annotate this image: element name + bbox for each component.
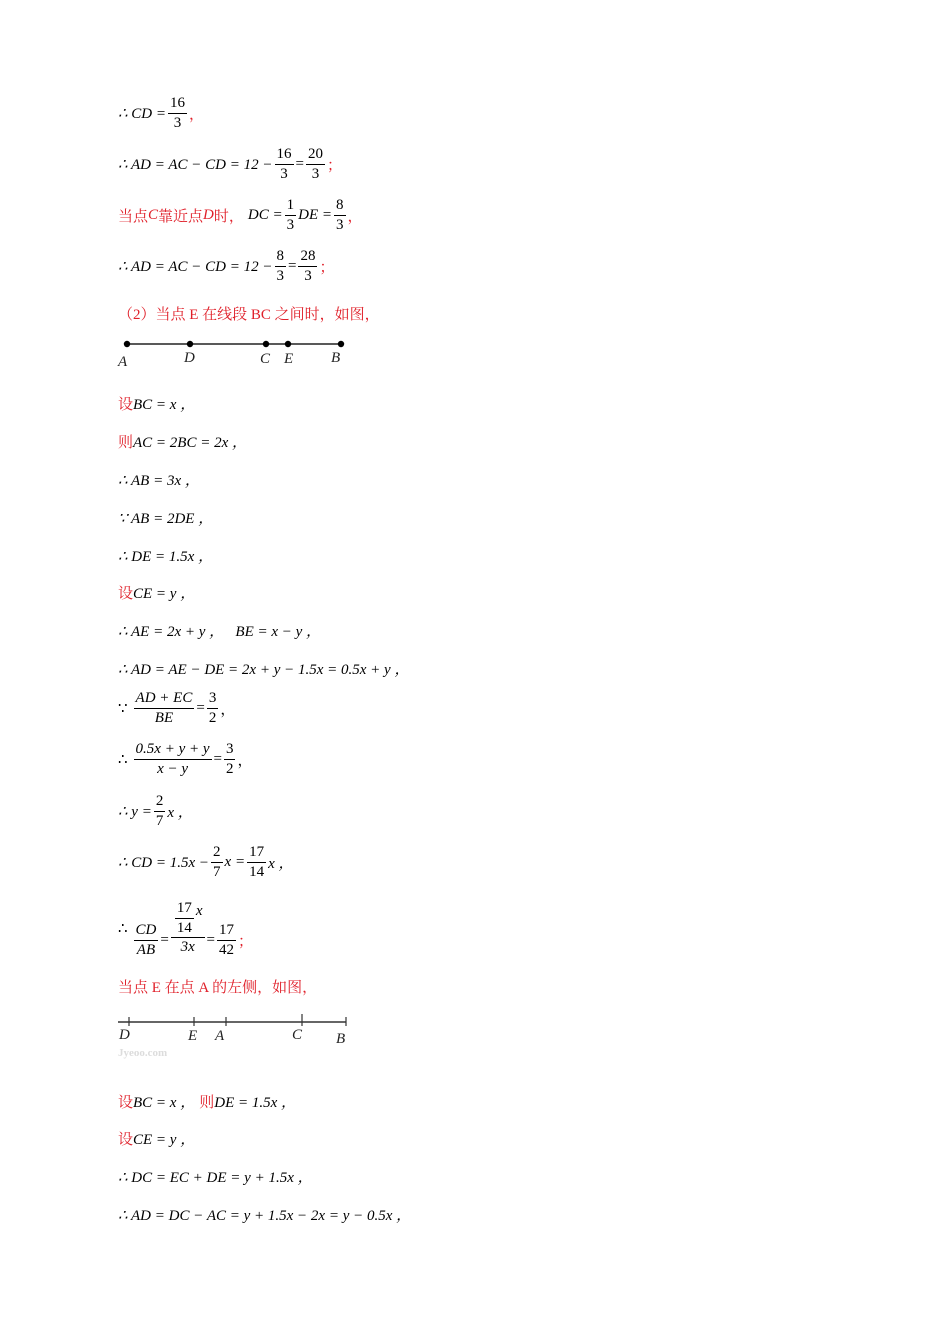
frac-num: 2 [211, 844, 223, 863]
frac-num: 16 [168, 95, 187, 114]
frac-num: AD + EC [134, 690, 195, 709]
point-b [338, 341, 344, 347]
frac-num: 17 [217, 922, 236, 941]
symbol: ∵ [118, 700, 128, 717]
step-cd-ab: ∴ $\frac{CD}{AB}$ = $\frac{17}{14}$ x 3x = $\frac{17}{42}$ ； [118, 900, 254, 958]
punct: ； [238, 933, 254, 950]
fraction [134, 690, 195, 726]
expr-text: ∴ AB = 3x ， [118, 473, 200, 489]
expr-text: ∴ AD = AE − DE = 2x + y − 1.5x = 0.5x + y ， [118, 662, 410, 678]
label-e: E [188, 1028, 198, 1044]
step2-set-ce [118, 1128, 195, 1149]
frac-den: 7 [213, 863, 221, 880]
step2-ad [118, 1204, 411, 1225]
step-ab-de [118, 507, 213, 528]
step-set-bc [118, 393, 195, 414]
label-c: C [292, 1027, 303, 1043]
fraction [134, 741, 212, 777]
label-a: A [215, 1028, 225, 1044]
expr-text: ∴ AD = AC − CD = 12 − [118, 156, 273, 173]
punct: ； [326, 157, 342, 174]
fraction [334, 197, 346, 233]
frac-den: 2 [225, 760, 234, 777]
frac-den: 3 [286, 216, 295, 233]
case2-heading: （2）当点 E 在线段 BC 之间时，如图， [118, 307, 380, 323]
frac-num: 8 [275, 248, 287, 267]
label-d: D [184, 350, 195, 366]
frac-den: BE [154, 709, 174, 726]
expr-text: ∴ DE = 1.5x ， [118, 549, 214, 565]
expr-text: x ， [268, 855, 294, 872]
frac-num: 20 [306, 146, 325, 165]
expr-text: AC = 2BC = 2x ， [133, 435, 248, 451]
step-y [118, 793, 193, 829]
frac-den: 3 [280, 165, 288, 182]
label-a: A [118, 354, 128, 368]
frac-num: CD [134, 922, 159, 941]
point-c [263, 341, 269, 347]
expr-text: ∴ y = [118, 803, 152, 820]
figure-1-segment [116, 334, 356, 368]
equals: = [288, 257, 297, 274]
frac-den: 7 [155, 812, 164, 829]
red-text: 设 [118, 397, 134, 413]
fraction [275, 146, 294, 182]
step2-set-bc [118, 1091, 296, 1112]
expr-text: CE = y ， [133, 586, 196, 602]
frac-num: 3 [207, 690, 219, 709]
step-ad [118, 658, 409, 679]
expr-text: x = [224, 853, 246, 870]
frac-num: 17 [175, 900, 194, 919]
punct: ， [189, 106, 205, 123]
expr-text: DE = [298, 206, 332, 223]
fraction [134, 922, 159, 958]
expr-text: DE = 1.5x ， [214, 1095, 297, 1111]
case3-heading: 当点 E 在点 A 的左侧，如图， [118, 980, 318, 996]
fraction [298, 248, 317, 284]
punct: ， [237, 752, 253, 769]
point-d [187, 341, 193, 347]
red-var: D [203, 206, 214, 223]
fraction [275, 248, 287, 284]
fraction [217, 922, 236, 958]
symbol: ∴ [118, 920, 128, 937]
frac-den: 3 [304, 267, 312, 284]
expr-text: ∴ AE = 2x + y ， BE = x − y ， [118, 624, 322, 640]
point-e [285, 341, 291, 347]
step-ratio-given: ∵ $\frac{AD + EC}{BE}$ = $\frac{3}{2}$ ， [118, 690, 236, 726]
red-text: 时， [213, 208, 244, 225]
red-text: 设 [118, 1095, 134, 1111]
frac-num: 16 [275, 146, 294, 165]
step-cd [118, 844, 294, 880]
frac-num: 1 [285, 197, 297, 216]
red-text: 则 [199, 1095, 215, 1111]
step-de [118, 545, 213, 566]
line-cd [118, 95, 204, 131]
figure-2-segment [116, 1012, 356, 1062]
red-var: C [148, 206, 159, 223]
equals: = [295, 155, 304, 172]
red-text: 设 [118, 586, 134, 602]
red-text: 当点 [118, 208, 149, 225]
fraction [306, 146, 325, 182]
punct: ， [347, 208, 363, 225]
punct: ， [220, 701, 236, 718]
expr-text: ∵ AB = 2DE ， [118, 511, 214, 527]
watermark: Jyeoo.com [118, 1047, 168, 1059]
step-set-ce [118, 582, 195, 603]
line-c-near-d [118, 197, 363, 233]
expr-text: CE = y ， [133, 1132, 196, 1148]
line-ad-1 [118, 146, 342, 182]
label-b: B [331, 350, 341, 366]
red-text: 靠近点 [158, 208, 204, 225]
expr-text: ∴ AD = DC − AC = y + 1.5x − 2x = y − 0.5x ， [118, 1208, 412, 1224]
expr-text: BC = x ， [133, 1095, 196, 1111]
red-text: 则 [118, 435, 134, 451]
fraction [207, 690, 219, 726]
step-ratio-sub: ∴ $\frac{0.5x + y + y}{x - y}$ = $\frac{3}{2}$ ， [118, 741, 253, 777]
expr-text: ∴ DC = EC + DE = y + 1.5x ， [118, 1170, 313, 1186]
frac-num: 0.5x + y + y [134, 741, 212, 760]
complex-fraction [171, 900, 205, 956]
expr-text: ∴ CD = [118, 105, 167, 122]
fraction [211, 844, 223, 880]
label-d: D [119, 1027, 130, 1043]
frac-num: 2 [154, 793, 166, 812]
fraction [168, 95, 187, 131]
step-ac [118, 431, 247, 452]
line-ad-2 [118, 248, 334, 284]
step2-dc [118, 1166, 313, 1187]
step-ab [118, 469, 200, 490]
frac-den: x − y [157, 760, 188, 777]
frac-den: 2 [208, 709, 217, 726]
frac-den: 3 [311, 165, 320, 182]
frac-num: 3 [224, 741, 236, 760]
expr-text: BC = x ， [133, 397, 196, 413]
symbol: ∴ [118, 751, 128, 768]
step-ae-be [118, 620, 321, 641]
expr-text: x [195, 903, 203, 919]
punct: ； [319, 259, 335, 276]
expr-text: ∴ CD = 1.5x − [118, 854, 210, 871]
label-e: E [284, 351, 294, 367]
frac-den: 3 [276, 267, 284, 284]
fraction [154, 793, 166, 829]
fraction [285, 197, 297, 233]
frac-den: 3 [336, 216, 344, 233]
expr-text: ∴ AD = AC − CD = 12 − [118, 258, 273, 275]
frac-num: 17 [247, 844, 266, 863]
frac-den: AB [136, 941, 156, 958]
fraction [224, 741, 236, 777]
frac-den: 14 [176, 919, 192, 936]
frac-den: 14 [249, 863, 265, 880]
frac-num: 8 [334, 197, 346, 216]
fraction [247, 844, 266, 880]
fraction [175, 900, 194, 936]
frac-den: 42 [219, 941, 234, 958]
frac-num: 28 [298, 248, 317, 267]
frac-den: 3x [180, 939, 195, 956]
label-b: B [336, 1031, 346, 1047]
label-c: C [260, 351, 271, 367]
frac-den: 3 [173, 114, 182, 131]
red-text: 设 [118, 1132, 134, 1148]
expr-text: DC = [247, 206, 283, 223]
expr-text: x ， [167, 804, 193, 821]
point-a [124, 341, 130, 347]
